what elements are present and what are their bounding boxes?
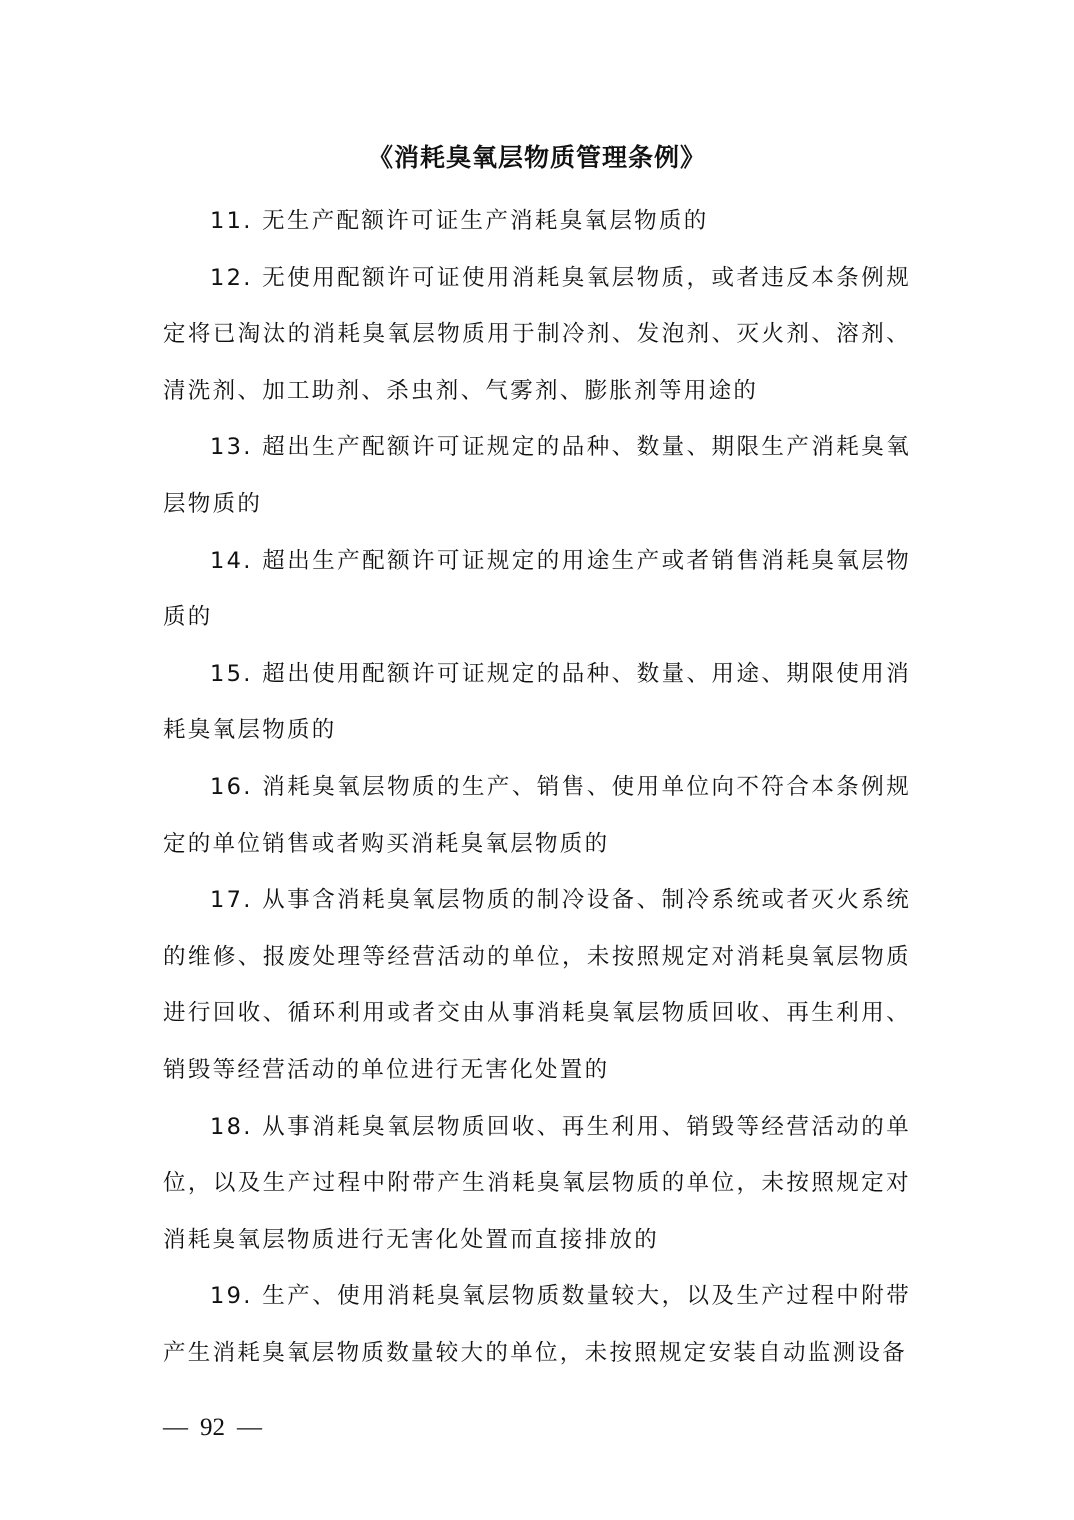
page-number: 92 xyxy=(200,1414,225,1441)
list-item-18: 18. 从事消耗臭氧层物质回收、再生利用、销毁等经营活动的单位，以及生产过程中附带产生消耗臭氧层物质的单位，未按照规定对消耗臭氧层物质进行无害化处置而直接排放的 xyxy=(163,1113,911,1253)
page-number-footer xyxy=(163,1412,262,1444)
page-number-dash-right: — xyxy=(237,1414,262,1441)
list-item-11: 11. 无生产配额许可证生产消耗臭氧层物质的 xyxy=(210,208,709,234)
list-item-17: 17. 从事含消耗臭氧层物质的制冷设备、制冷系统或者灭火系统的维修、报废处理等经营活动的单位，未按照规定对消耗臭氧层物质进行回收、循环利用或者交由从事消耗臭氧层物质回收、再生利用、销毁等经营活动的单位进行无害化处置的 xyxy=(163,887,911,1083)
list-item-16: 16. 消耗臭氧层物质的生产、销售、使用单位向不符合本条例规定的单位销售或者购买消耗臭氧层物质的 xyxy=(163,773,911,857)
list-item-14: 14. 超出生产配额许可证规定的用途生产或者销售消耗臭氧层物质的 xyxy=(163,547,911,631)
document-body xyxy=(163,193,911,1381)
list-item-12: 12. 无使用配额许可证使用消耗臭氧层物质，或者违反本条例规定将已淘汰的消耗臭氧层物质用于制冷剂、发泡剂、灭火剂、溶剂、清洗剂、加工助剂、杀虫剂、气雾剂、膨胀剂等用途的 xyxy=(163,264,911,404)
page-number-dash-left: — xyxy=(163,1414,188,1441)
list-item-13: 13. 超出生产配额许可证规定的品种、数量、期限生产消耗臭氧层物质的 xyxy=(163,434,911,517)
list-item-19: 19. 生产、使用消耗臭氧层物质数量较大，以及生产过程中附带产生消耗臭氧层物质数量较大的单位，未按照规定安装自动监测设备 xyxy=(163,1283,911,1366)
document-title: 《消耗臭氧层物质管理条例》 xyxy=(367,143,706,172)
list-item-15: 15. 超出使用配额许可证规定的品种、数量、用途、期限使用消耗臭氧层物质的 xyxy=(163,660,911,744)
